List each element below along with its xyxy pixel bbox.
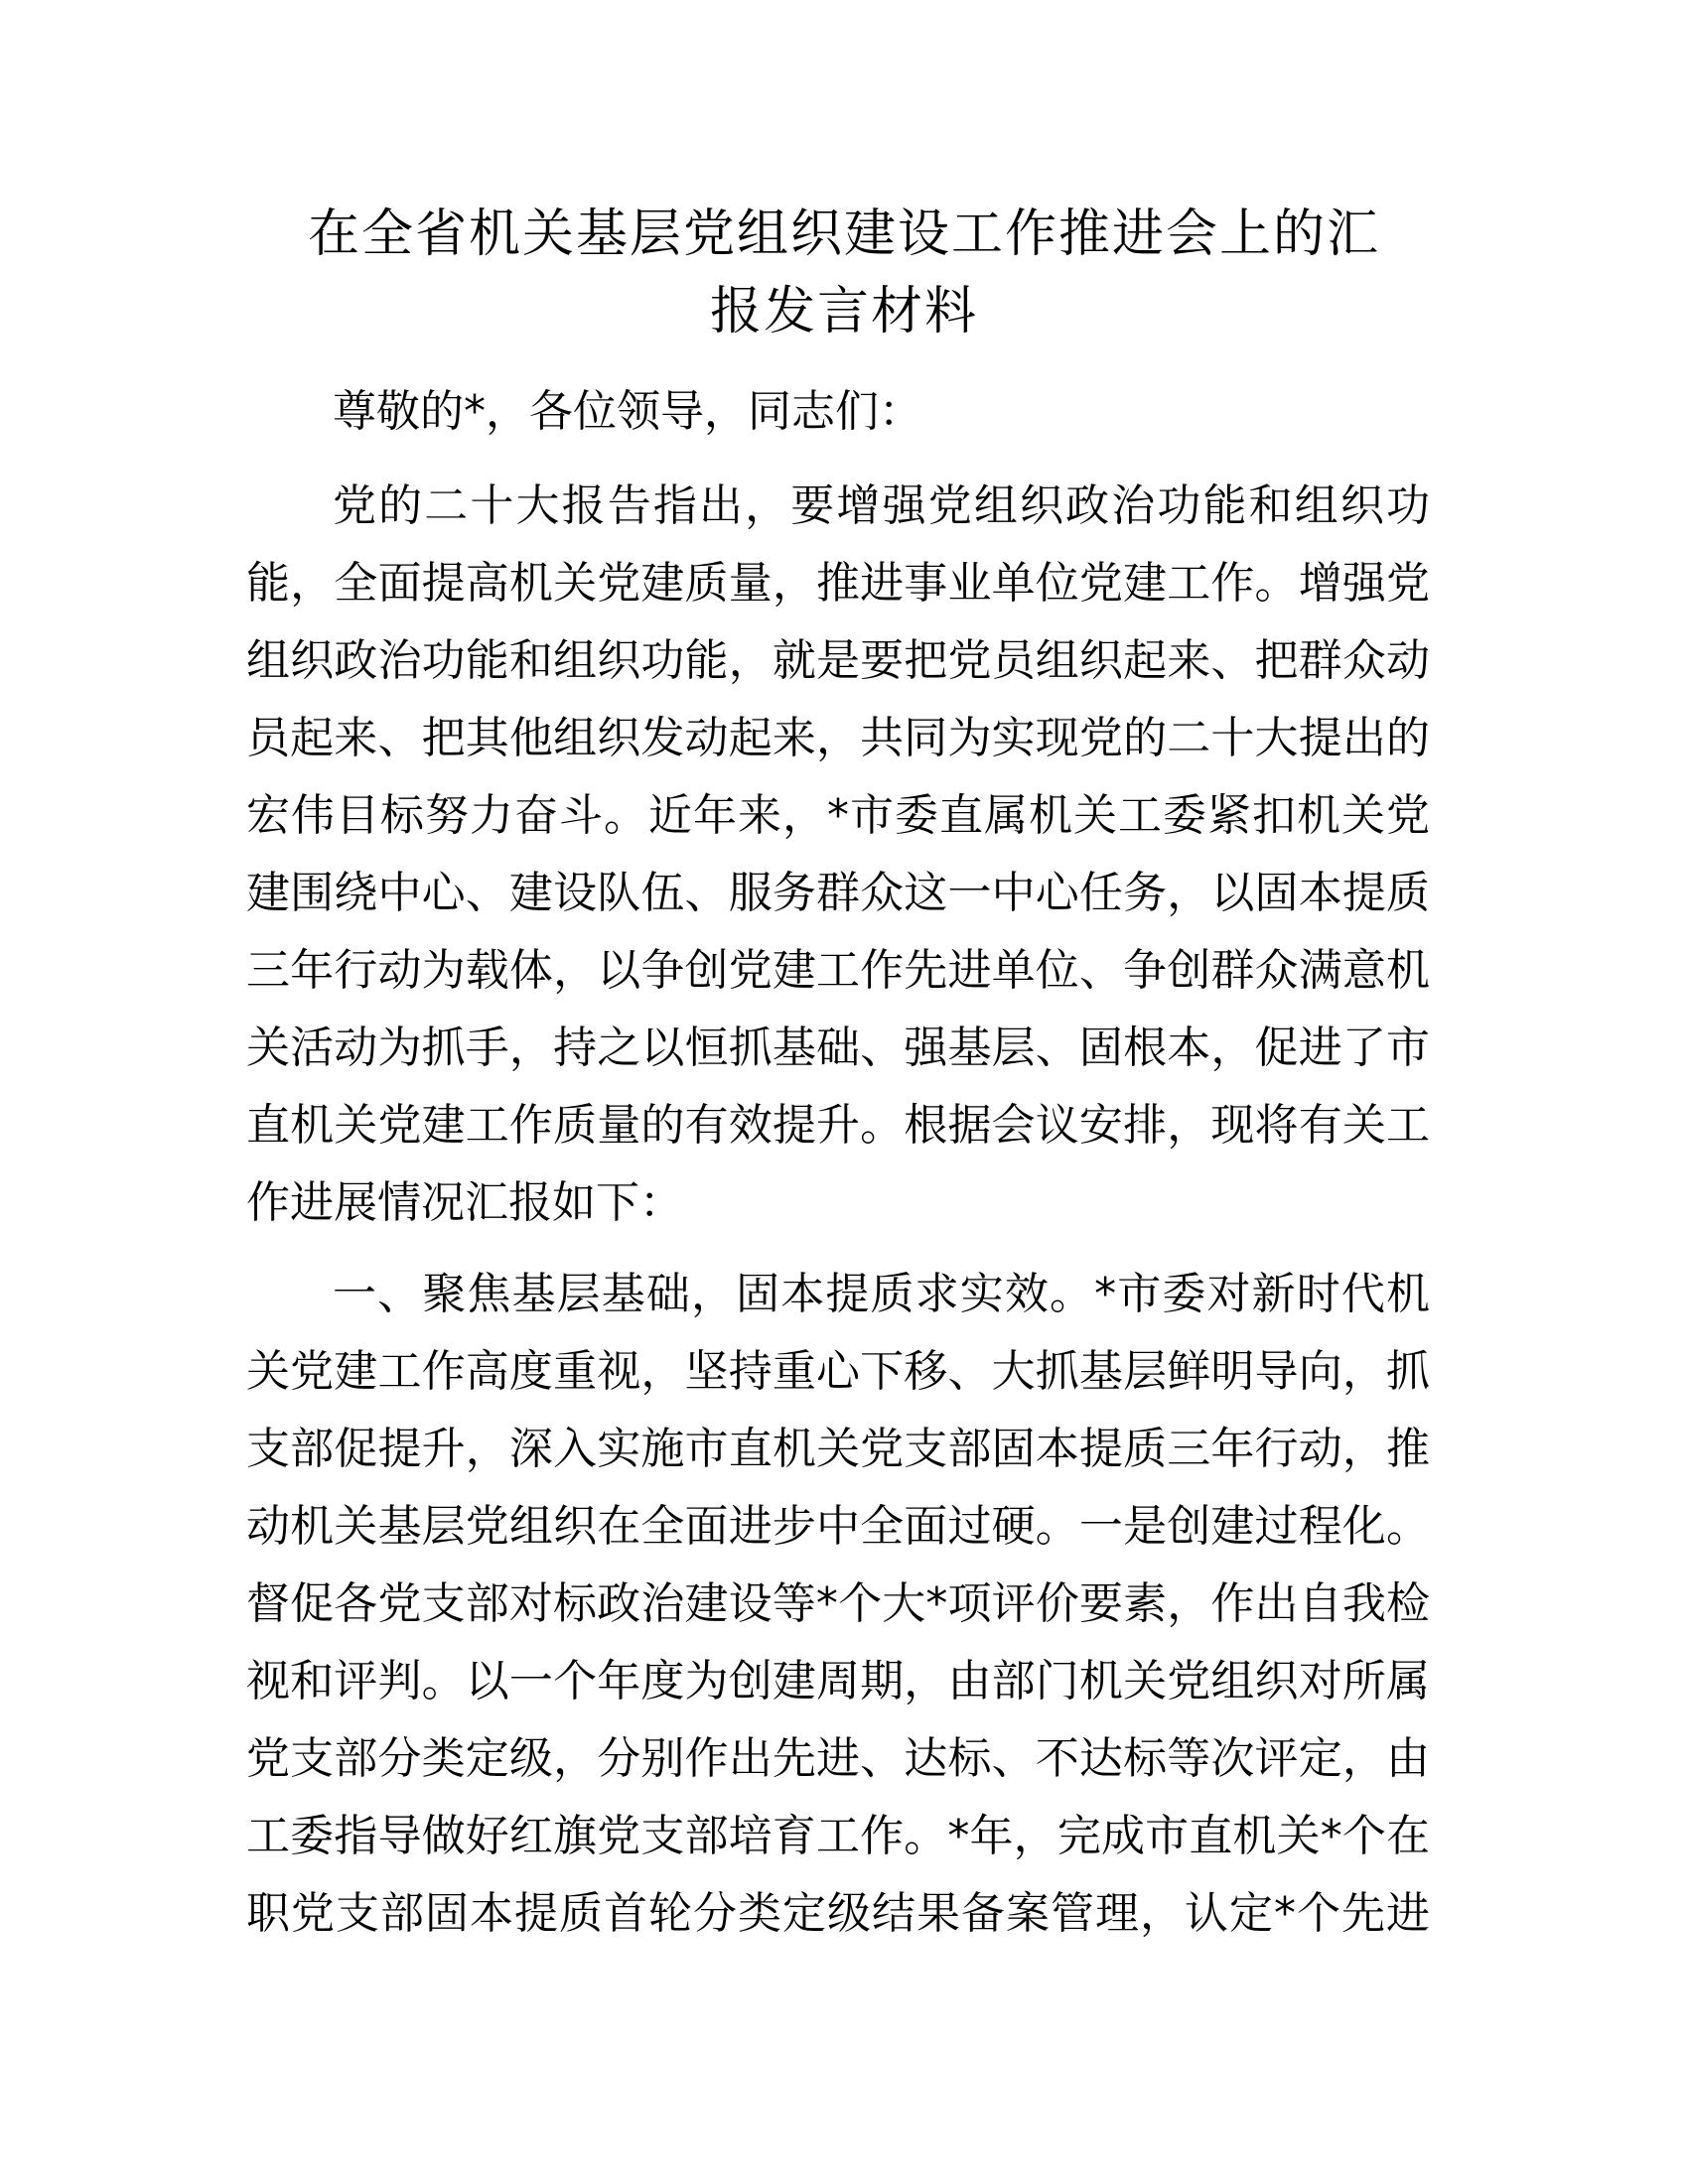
paragraph-line: 一、聚焦基层基础，固本提质求实效。*市委对新时代机	[333, 1269, 1430, 1319]
paragraph-line: 职党支部固本提质首轮分类定级结果备案管理，认定*个先进	[246, 1888, 1430, 1939]
paragraph-line: 动机关基层党组织在全面进步中全面过硬。一是创建过程化。	[246, 1501, 1430, 1552]
paragraph-line: 党的二十大报告指出，要增强党组织政治功能和组织功	[333, 480, 1430, 531]
paragraph-line: 组织政治功能和组织功能，就是要把党员组织起来、把群众动	[246, 635, 1430, 686]
document-title-line-2: 报发言材料	[709, 282, 978, 341]
paragraph-line: 支部促提升，深入实施市直机关党支部固本提质三年行动，推	[246, 1424, 1430, 1474]
paragraph-line: 关党建工作高度重视，坚持重心下移、大抓基层鲜明导向，抓	[246, 1346, 1430, 1397]
paragraph-line: 员起来、把其他组织发动起来，共同为实现党的二十大提出的	[246, 713, 1430, 763]
paragraph-line: 直机关党建工作质量的有效提升。根据会议安排，现将有关工	[246, 1100, 1430, 1151]
greeting: 尊敬的*，各位领导，同志们：	[333, 386, 922, 437]
document-title-line-1: 在全省机关基层党组织建设工作推进会上的汇	[307, 205, 1380, 264]
paragraph-line: 关活动为抓手，持之以恒抓基础、强基层、固根本，促进了市	[246, 1023, 1430, 1073]
paragraph-line: 督促各党支部对标政治建设等*个大*项评价要素，作出自我检	[246, 1578, 1430, 1629]
paragraph-line: 作进展情况汇报如下：	[246, 1177, 683, 1228]
paragraph-line: 党支部分类定级，分别作出先进、达标、不达标等次评定，由	[246, 1733, 1430, 1784]
paragraph-line: 视和评判。以一个年度为创建周期，由部门机关党组织对所属	[246, 1656, 1430, 1706]
paragraph-line: 宏伟目标努力奋斗。近年来，*市委直属机关工委紧扣机关党	[246, 790, 1430, 841]
paragraph-line: 工委指导做好红旗党支部培育工作。*年，完成市直机关*个在	[246, 1811, 1430, 1861]
paragraph-line: 三年行动为载体，以争创党建工作先进单位、争创群众满意机	[246, 945, 1430, 996]
paragraph-line: 能，全面提高机关党建质量，推进事业单位党建工作。增强党	[246, 558, 1430, 609]
paragraph-line: 建围绕中心、建设队伍、服务群众这一中心任务，以固本提质	[246, 868, 1430, 918]
